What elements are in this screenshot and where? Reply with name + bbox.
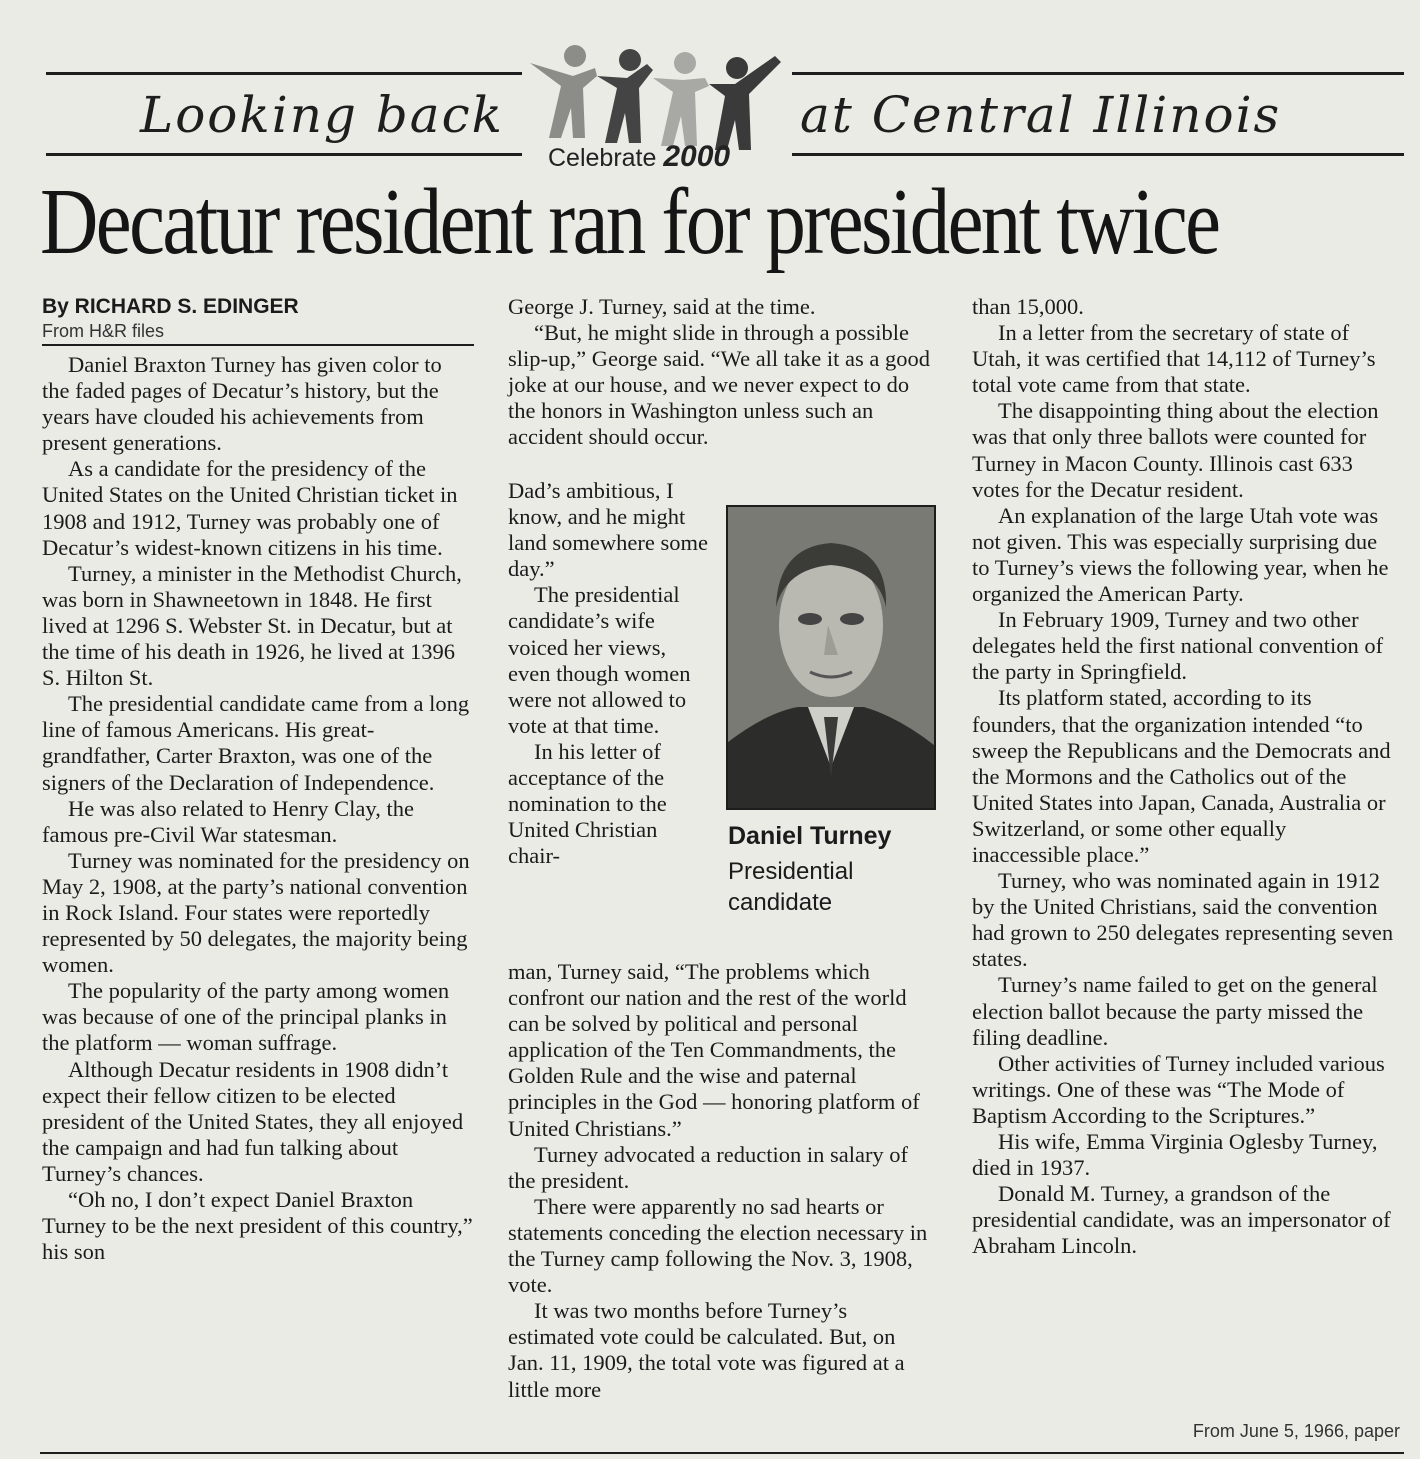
figure-4 (709, 56, 781, 150)
article-paragraph: Daniel Braxton Turney has given color to the faded pages of Decatur’s history, but the years have clouded his achievements from present generations. (42, 352, 442, 456)
daniel-turney-portrait (726, 505, 936, 810)
article-paragraph: The disappointing thing about the election was that only three ballots were counted for Turney in Macon County. Illinois cast 633 votes for the Decatur resident. (972, 398, 1379, 502)
top-rule-left (46, 72, 522, 75)
byline-rule (42, 344, 474, 346)
article-paragraph: In February 1909, Turney and two other delegates held the first national convention of the party in Springfield. (972, 607, 1384, 685)
headline: Decatur resident ran for president twice (40, 170, 1219, 274)
article-paragraph: “Oh no, I don’t expect Daniel Braxton Turney to be the next president of this country,” his son (42, 1187, 473, 1265)
column-3-body (972, 294, 1400, 1259)
article-paragraph: In a letter from the secretary of state of Utah, it was certified that 14,112 of Turney’s total vote came from that state. (972, 320, 1376, 398)
bottom-rule (40, 1452, 1404, 1454)
photo-caption-name: Daniel Turney (728, 822, 892, 850)
article-paragraph: In his letter of acceptance of the nomination to the United Christian chair- (508, 738, 667, 869)
article-paragraph: than 15,000. (972, 294, 1084, 319)
column-2-top-body (508, 294, 936, 451)
column-2-bottom-body (508, 959, 936, 1403)
article-paragraph: The popularity of the party among women was because of one of the principal planks in the platform — woman suffrage. (42, 978, 450, 1056)
masthead-right-script: at Central Illinois (800, 86, 1282, 144)
article-paragraph: man, Turney said, “The problems which confront our nation and the rest of the world can be solved by political and personal application of the Ten Commandments, the Golden Rule and the wise and paternal principles in the God — honoring platform of United Christians.” (508, 959, 920, 1141)
portrait-illustration (728, 507, 934, 808)
article-paragraph: He was also related to Henry Clay, the famous pre-Civil War statesman. (42, 795, 414, 847)
photo-caption-role: Presidential candidate (728, 858, 854, 916)
column-3 (972, 294, 1400, 1259)
article-paragraph: It was two months before Turney’s estimated vote could be calculated. But, on Jan. 11, 1909, the total vote was figured at a little more (508, 1298, 905, 1402)
logo-year: 2000 (663, 140, 731, 173)
article-paragraph: Donald M. Turney, a grandson of the presidential candidate, was an impersonator of Abraham Lincoln. (972, 1181, 1391, 1259)
column-1-body (42, 352, 474, 1265)
article-paragraph: Turney was nominated for the presidency on May 2, 1908, at the party’s national convention in Rock Island. Four states were reportedly represented by 50 delegates, the majority being women. (42, 847, 470, 978)
article-paragraph: As a candidate for the presidency of the United States on the United Christian ticket in 1908 and 1912, Turney was probably one of Decatur’s widest-known citizens in his time. (42, 456, 458, 560)
figure-1 (530, 45, 597, 138)
masthead-left-script: Looking back (140, 86, 504, 144)
mid-rule-right (792, 153, 1404, 156)
article-paragraph: Although Decatur residents in 1908 didn’t expect their fellow citizen to be elected president of the United States, they all enjoyed the campaign and had fun talking about Turney’s chances. (42, 1056, 464, 1186)
article-paragraph: The presidential candidate’s wife voiced her views, even though women were not allowed to vote at that time. (508, 582, 691, 738)
column-2-narrow (508, 478, 708, 869)
article-paragraph: Dad’s ambitious, I know, and he might land somewhere some day.” (508, 478, 708, 582)
article-paragraph: “But, he might slide in through a possible slip-up,” George said. “We all take it as a good joke at our house, and we never expect to do the honors in Washington unless such an accident should occur. (508, 320, 931, 450)
article-paragraph: Turney, a minister in the Methodist Church, was born in Shawneetown in 1848. He first lived at 1296 S. Webster St. in Decatur, but at the time of his death in 1926, he lived at 1396 S. Hilton St. (42, 560, 462, 691)
column-2-narrow-body (508, 478, 708, 869)
article-paragraph: Its platform stated, according to its founders, that the organization intended “to sweep the Republicans and the Democrats and the Mormons and the Catholics out of the United States into Japan, Canada, Australia or Switzerland, or some other equally inaccessible place.” (972, 685, 1391, 867)
column-1 (42, 294, 474, 1265)
article-paragraph: There were apparently no sad hearts or statements conceding the election necessary in the Turney camp following the Nov. 3, 1908, vote. (508, 1193, 928, 1298)
celebrate-2000-logo-text (548, 140, 730, 174)
column-2-top (508, 294, 936, 451)
article-paragraph: Turney advocated a reduction in salary of the president. (508, 1141, 909, 1193)
source-line: From H&R files (42, 321, 165, 341)
article-paragraph: The presidential candidate came from a long line of famous Americans. His great-grandfather, Carter Braxton, was one of the signers of the Declaration of Independence. (42, 691, 470, 795)
article-paragraph: Other activities of Turney included various writings. One of these was “The Mode of Baptism According to the Scriptures.” (972, 1050, 1385, 1128)
article-paragraph: Turney, who was nominated again in 1912 by the United Christians, said the convention had grown to 250 delegates representing seven states. (972, 868, 1394, 972)
column-2-bottom (508, 959, 936, 1403)
article-paragraph: An explanation of the large Utah vote was not given. This was especially surprising due to Turney’s views the following year, when he organized the American Party. (972, 502, 1389, 607)
figure-3 (653, 52, 709, 146)
figure-2 (597, 49, 653, 143)
publication-credit: From June 5, 1966, paper (1192, 1421, 1400, 1441)
article-paragraph: His wife, Emma Virginia Oglesby Turney, died in 1937. (972, 1129, 1378, 1181)
article-paragraph: Turney’s name failed to get on the general election ballot because the party missed the filing deadline. (972, 972, 1378, 1050)
byline: By RICHARD S. EDINGER (42, 295, 299, 318)
top-rule-right (792, 72, 1404, 75)
logo-celebrate: Celebrate (548, 144, 657, 172)
article-paragraph: George J. Turney, said at the time. (508, 294, 816, 319)
mid-rule-left (46, 153, 522, 156)
